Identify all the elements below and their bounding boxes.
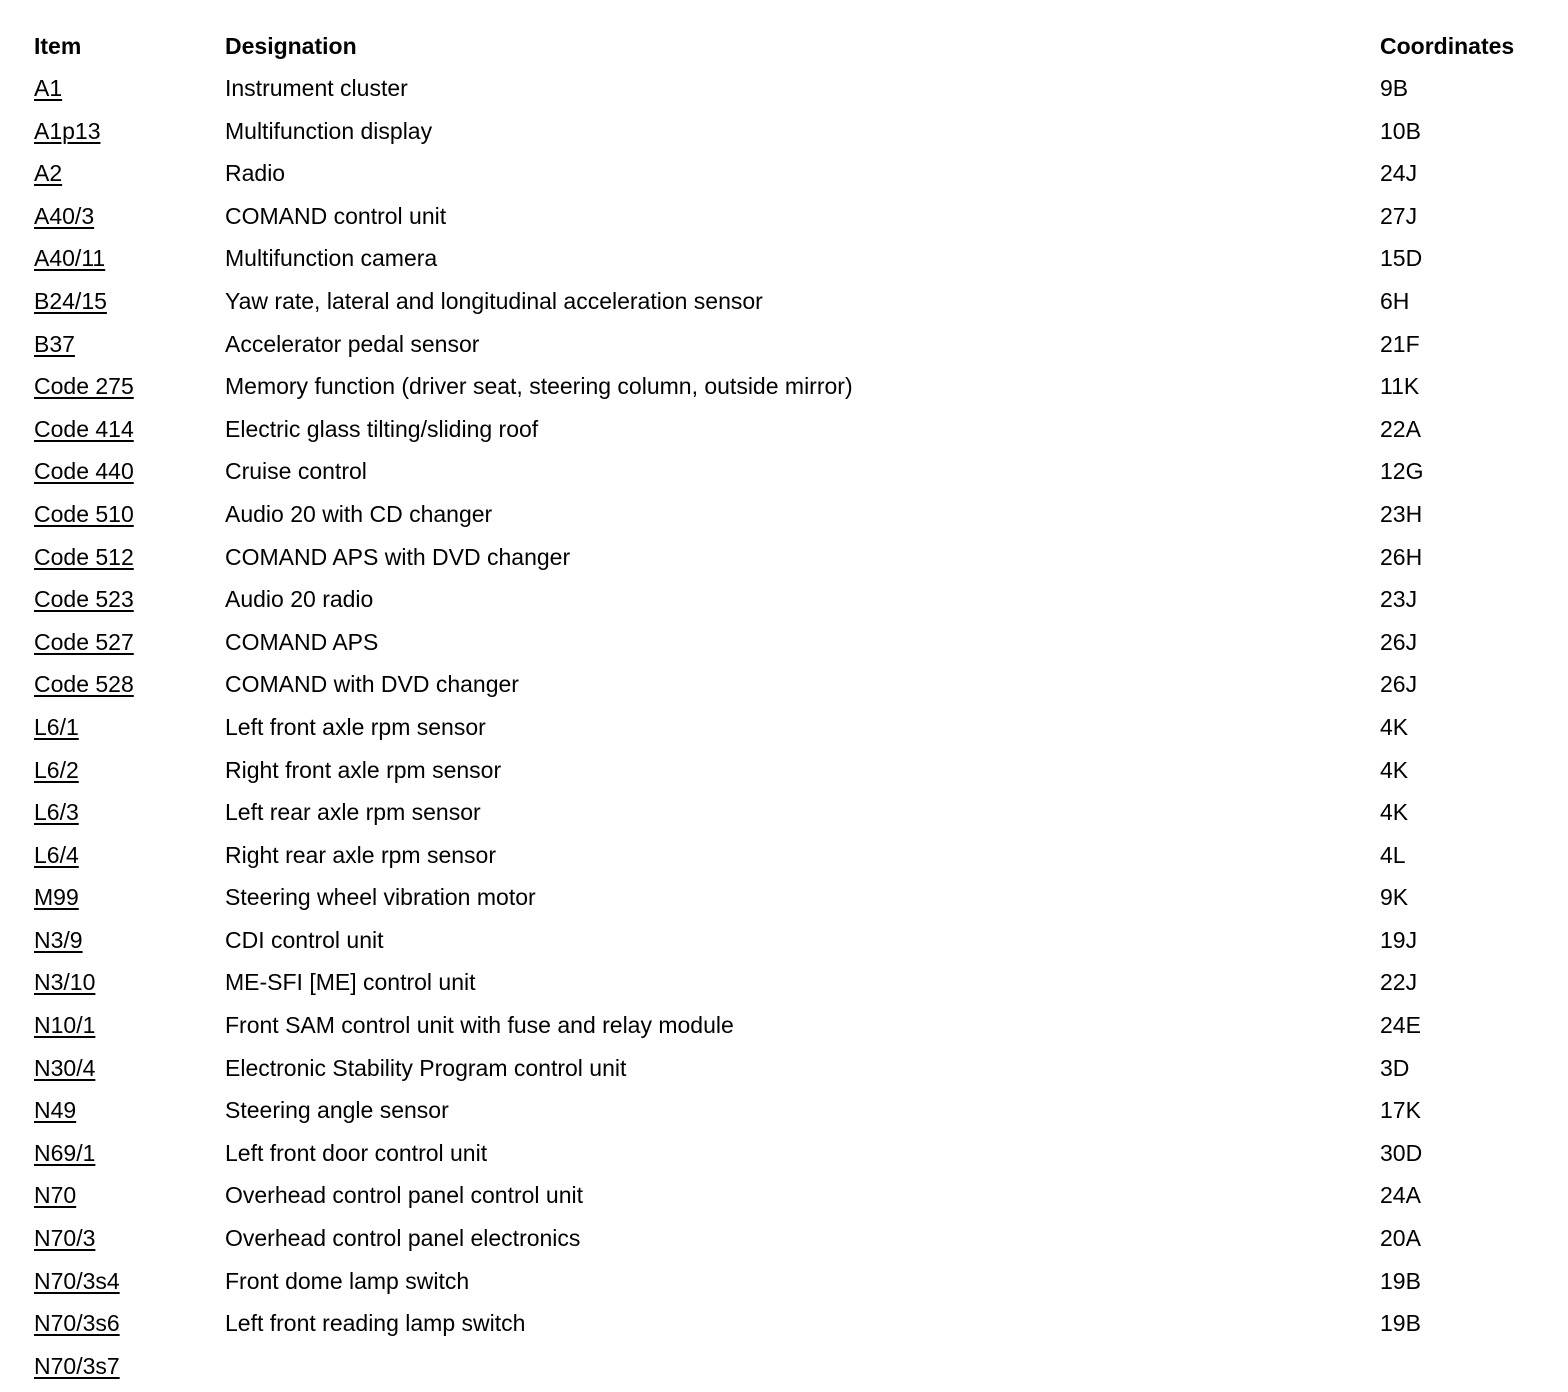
table-row: [34, 1049, 1534, 1092]
table-row: [34, 495, 1534, 538]
designation-text: Yaw rate, lateral and longitudinal acceleration sensor: [225, 287, 763, 314]
designation-text: COMAND APS with DVD changer: [225, 543, 571, 570]
table-row: [34, 665, 1534, 708]
item-link[interactable]: N69/1: [34, 1139, 96, 1166]
table-row: [34, 452, 1534, 495]
designation-text: Radio: [225, 160, 286, 187]
item-link[interactable]: B37: [34, 330, 75, 357]
coordinates-text: 9K: [1380, 884, 1409, 911]
coordinates-text: 12G: [1380, 458, 1424, 485]
item-link[interactable]: L6/3: [34, 799, 79, 826]
designation-text: Multifunction camera: [225, 245, 438, 272]
coordinates-text: 19B: [1380, 1267, 1421, 1294]
designation-text: Right front axle rpm sensor: [225, 756, 502, 783]
item-link[interactable]: N3/9: [34, 926, 83, 953]
table-row: [34, 1134, 1534, 1177]
coordinates-text: 26J: [1380, 628, 1418, 655]
coordinates-text: 4K: [1380, 713, 1409, 740]
designation-text: Right rear axle rpm sensor: [225, 841, 496, 868]
table-row: [34, 708, 1534, 751]
designation-text: Accelerator pedal sensor: [225, 330, 480, 357]
coordinates-text: 21F: [1380, 330, 1420, 357]
table-row: [34, 836, 1534, 879]
table-row: [34, 1176, 1534, 1219]
table-row: [34, 154, 1534, 197]
designation-text: Steering angle sensor: [225, 1097, 449, 1124]
designation-text: Front SAM control unit with fuse and relay module: [225, 1012, 734, 1039]
coordinates-text: 6H: [1380, 287, 1410, 314]
table-row: [34, 410, 1534, 453]
item-link[interactable]: N70/3: [34, 1225, 96, 1252]
table-row: [34, 580, 1534, 623]
item-link[interactable]: L6/4: [34, 841, 79, 868]
component-legend-table: [34, 27, 1534, 1389]
table-row: [34, 112, 1534, 155]
coordinates-text: 19J: [1380, 926, 1418, 953]
coordinates-text: 26H: [1380, 543, 1423, 570]
table-row: [34, 1006, 1534, 1049]
designation-text: Instrument cluster: [225, 75, 408, 101]
table-row: [34, 239, 1534, 282]
table-row: [34, 1262, 1534, 1305]
designation-text: CDI control unit: [225, 926, 384, 953]
designation-text: Left front axle rpm sensor: [225, 713, 486, 740]
table-row: [34, 538, 1534, 581]
table-row: [34, 69, 1534, 112]
coordinates-text: 3D: [1380, 1054, 1410, 1081]
item-link[interactable]: Code 275: [34, 373, 134, 400]
item-link[interactable]: L6/1: [34, 713, 79, 740]
coordinates-text: 22J: [1380, 969, 1418, 996]
table-row: [34, 921, 1534, 964]
table-row: [34, 623, 1534, 666]
item-link[interactable]: N49: [34, 1097, 77, 1124]
coordinates-text: 4K: [1380, 799, 1409, 826]
table-row: [34, 367, 1534, 410]
item-link[interactable]: A1: [34, 75, 63, 101]
coordinates-text: 26J: [1380, 671, 1418, 698]
item-link[interactable]: Code 527: [34, 628, 134, 655]
table-row: [34, 963, 1534, 1006]
table-header: [34, 27, 1534, 69]
designation-text: Audio 20 radio: [225, 586, 374, 613]
designation-text: Left front door control unit: [225, 1139, 488, 1166]
table-row: [34, 793, 1534, 836]
table-row: [34, 1304, 1534, 1347]
coordinates-text: 20A: [1380, 1225, 1421, 1252]
designation-text: Left rear axle rpm sensor: [225, 799, 481, 826]
item-link[interactable]: A40/3: [34, 202, 95, 229]
item-link[interactable]: B24/15: [34, 287, 107, 314]
designation-text: Electric glass tilting/sliding roof: [225, 415, 539, 442]
designation-text: Overhead control panel control unit: [225, 1182, 583, 1209]
coordinates-text: 19B: [1380, 1310, 1421, 1337]
item-link[interactable]: Code 414: [34, 415, 134, 442]
designation-text: Memory function (driver seat, steering column, outside mirror): [225, 373, 853, 400]
coordinates-text: 23J: [1380, 586, 1418, 613]
designation-text: Left front reading lamp switch: [225, 1310, 526, 1337]
table-row: [34, 1347, 1534, 1390]
table-row: [34, 1091, 1534, 1134]
table-row: [34, 197, 1534, 240]
coordinates-text: 27J: [1380, 202, 1418, 229]
coordinates-text: 10B: [1380, 117, 1421, 144]
designation-text: COMAND APS: [225, 628, 379, 655]
table-row: [34, 1219, 1534, 1262]
item-link[interactable]: N70/3s6: [34, 1310, 120, 1337]
item-link[interactable]: Code 510: [34, 500, 134, 527]
item-link[interactable]: Code 512: [34, 543, 134, 570]
coordinates-text: 11K: [1380, 373, 1420, 400]
designation-text: Multifunction display: [225, 117, 433, 144]
item-link[interactable]: N30/4: [34, 1054, 96, 1081]
coordinates-text: 24A: [1380, 1182, 1421, 1209]
coordinates-text: 22A: [1380, 415, 1421, 442]
designation-text: Audio 20 with CD changer: [225, 500, 493, 527]
item-link[interactable]: N70/3s4: [34, 1267, 120, 1294]
designation-text: Overhead control panel electronics: [225, 1225, 581, 1252]
coordinates-text: 15D: [1380, 245, 1423, 272]
item-link[interactable]: Code 528: [34, 671, 134, 698]
coordinates-text: 24E: [1380, 1012, 1421, 1039]
coordinates-text: 4K: [1380, 756, 1409, 783]
coordinates-text: 23H: [1380, 500, 1423, 527]
item-link[interactable]: L6/2: [34, 756, 79, 783]
item-link[interactable]: M99: [34, 884, 79, 911]
item-link[interactable]: N10/1: [34, 1012, 96, 1039]
item-link[interactable]: A40/11: [34, 245, 106, 272]
designation-text: COMAND with DVD changer: [225, 671, 519, 698]
coordinates-text: 9B: [1380, 75, 1409, 101]
item-link[interactable]: N70/3s7: [34, 1352, 120, 1379]
coordinates-text: 30D: [1380, 1139, 1423, 1166]
item-link[interactable]: A2: [34, 160, 63, 187]
designation-text: ME-SFI [ME] control unit: [225, 969, 476, 996]
designation-text: Steering wheel vibration motor: [225, 884, 536, 911]
item-link[interactable]: A1p13: [34, 117, 101, 144]
coordinates-text: 4L: [1380, 841, 1406, 868]
table-row: [34, 282, 1534, 325]
item-link[interactable]: N70: [34, 1182, 77, 1209]
designation-text: Front dome lamp switch: [225, 1267, 470, 1294]
designation-text: Electronic Stability Program control unit: [225, 1054, 627, 1081]
table-body: [34, 69, 1534, 1389]
item-link[interactable]: Code 523: [34, 586, 134, 613]
header-item: Item: [34, 33, 82, 59]
table-row: [34, 325, 1534, 368]
designation-text: Cruise control: [225, 458, 367, 485]
table-row: [34, 751, 1534, 794]
designation-text: COMAND control unit: [225, 202, 447, 229]
header-designation: Designation: [225, 33, 357, 59]
item-link[interactable]: Code 440: [34, 458, 134, 485]
item-link[interactable]: N3/10: [34, 969, 96, 996]
header-coordinates: Coordinates: [1380, 33, 1515, 59]
table-row: [34, 878, 1534, 921]
coordinates-text: 17K: [1380, 1097, 1421, 1124]
coordinates-text: 24J: [1380, 160, 1418, 187]
